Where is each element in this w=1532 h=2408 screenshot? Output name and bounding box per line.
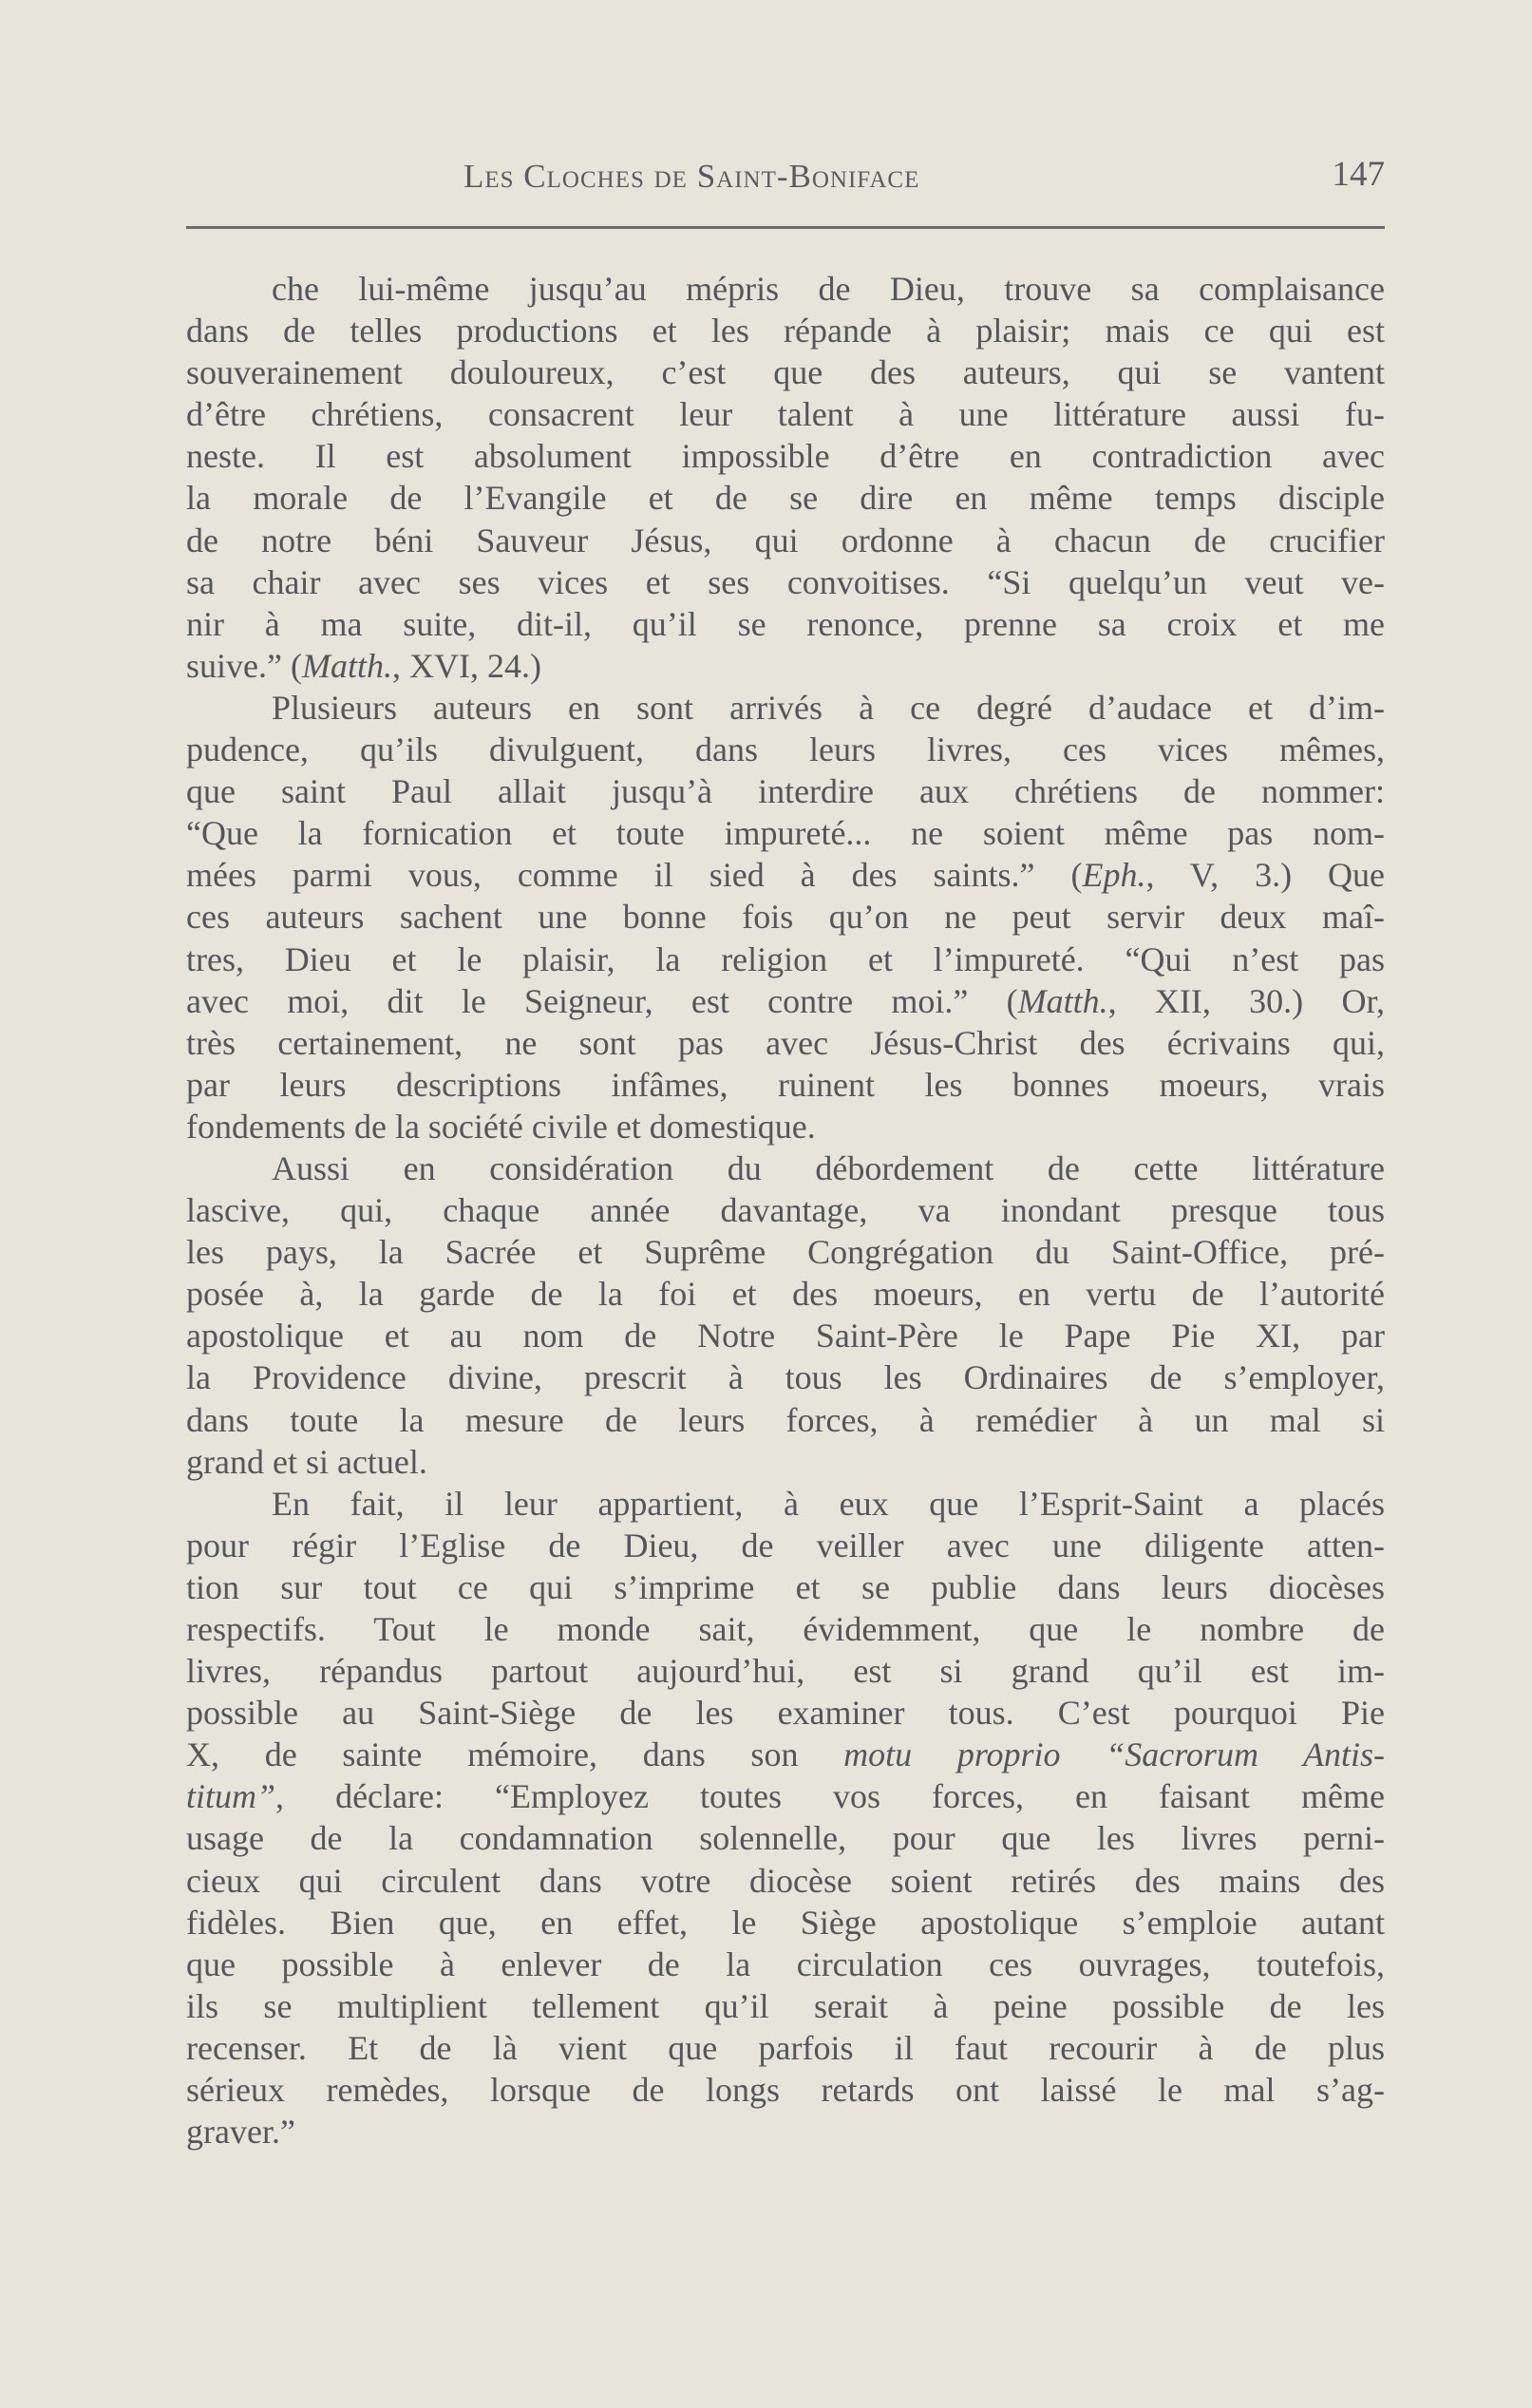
text-line: la morale de l’Evangile et de se dire en même temps disciple (186, 479, 1385, 518)
text-line: souverainement douloureux, c’est que des auteurs, qui se vantent (186, 353, 1385, 392)
text-line: recenser. Et de là vient que parfois il faut recourir à de plus (186, 2028, 1385, 2067)
text-run: , déclare: “Employez toutes vos forces, en faisant même (275, 1777, 1385, 1816)
text-line (186, 980, 1385, 1022)
text-run: avec moi, dit le Seigneur, est contre moi.” ( (186, 981, 1018, 1020)
text-line: livres, répandus partout aujourd’hui, est si grand qu’il est im- (186, 1652, 1385, 1691)
text-line: En fait, il leur appartient, à eux que l’Esprit-Saint a placés (272, 1484, 1385, 1523)
italic-citation: Eph. (1082, 856, 1146, 895)
text-line: sérieux remèdes, lorsque de longs retards ont laissé le mal s’ag- (186, 2071, 1385, 2110)
text-line: Aussi en considération du débordement de cette littérature (272, 1148, 1385, 1187)
text-line: tion sur tout ce qui s’imprime et se publie dans leurs diocèses (186, 1567, 1385, 1606)
text-run: mées parmi vous, comme il sied à des saints.” ( (186, 856, 1083, 895)
text-line: grand et si actuel. (186, 1442, 427, 1481)
text-line: d’être chrétiens, consacrent leur talent à une littérature aussi fu- (186, 395, 1385, 434)
text-line: respectifs. Tout le monde sait, évidemment, que le nombre de (186, 1610, 1385, 1648)
text-run: , XVI, 24.) (391, 646, 541, 685)
italic-citation: motu proprio “Sacrorum Antis- (843, 1735, 1385, 1774)
text-run: , V, 3.) Que (1145, 856, 1385, 895)
text-line: dans de telles productions et les répande à plaisir; mais ce qui est (186, 312, 1385, 351)
page-header (186, 142, 1385, 199)
text-line: que possible à enlever de la circulation ces ouvrages, toutefois, (186, 1944, 1385, 1983)
page-number: 147 (1332, 155, 1385, 194)
text-line: fondements de la société civile et domestique. (186, 1107, 816, 1146)
text-line (186, 854, 1385, 896)
text-line: nir à ma suite, dit-il, qu’il se renonce, prenne sa croix et me (186, 604, 1385, 643)
text-line: les pays, la Sacrée et Suprême Congrégation du Saint-Office, pré- (186, 1233, 1385, 1272)
text-line: ils se multiplient tellement qu’il serait à peine possible de les (186, 1986, 1385, 2025)
text-line: “Que la fornication et toute impureté... ne soient même pas nom- (186, 814, 1385, 853)
running-title: Les Cloches de Saint-Boniface (463, 158, 920, 195)
text-line: ces auteurs sachent une bonne fois qu’on ne peut servir deux maî- (186, 898, 1385, 937)
italic-citation: Matth. (1017, 981, 1108, 1020)
text-line (186, 1734, 1385, 1775)
text-line: sa chair avec ses vices et ses convoitises. “Si quelqu’un veut ve- (186, 562, 1385, 601)
text-line: la Providence divine, prescrit à tous les Ordinaires de s’employer, (186, 1358, 1385, 1397)
text-line: de notre béni Sauveur Jésus, qui ordonne à chacun de crucifier (186, 521, 1385, 559)
italic-citation: Matth. (301, 646, 392, 685)
text-line: que saint Paul allait jusqu’à interdire aux chrétiens de nommer: (186, 772, 1385, 811)
text-line: fidèles. Bien que, en effet, le Siège apostolique s’emploie autant (186, 1903, 1385, 1942)
text-line: très certainement, ne sont pas avec Jésus-Christ des écrivains qui, (186, 1023, 1385, 1062)
text-run: X, de sainte mémoire, dans son (186, 1735, 844, 1774)
text-line: tres, Dieu et le plaisir, la religion et l’impureté. “Qui n’est pas (186, 939, 1385, 978)
text-line: pour régir l’Eglise de Dieu, de veiller avec une diligente atten- (186, 1526, 1385, 1564)
text-line (186, 1775, 1385, 1817)
text-line: neste. Il est absolument impossible d’être en contradiction avec (186, 437, 1385, 476)
text-run: , XII, 30.) Or, (1107, 981, 1385, 1020)
text-line: graver.” (186, 2113, 295, 2152)
header-rule (186, 226, 1385, 229)
text-line: possible au Saint-Siège de les examiner tous. C’est pourquoi Pie (186, 1694, 1385, 1733)
text-run: suive.” ( (186, 646, 302, 685)
text-line: lascive, qui, chaque année davantage, va inondant presque tous (186, 1191, 1385, 1230)
text-line: usage de la condamnation solennelle, pour que les livres perni- (186, 1819, 1385, 1858)
text-line: pudence, qu’ils divulguent, dans leurs livres, ces vices mêmes, (186, 730, 1385, 769)
italic-citation: titum” (186, 1777, 276, 1816)
text-line: Plusieurs auteurs en sont arrivés à ce degré d’audace et d’im- (272, 688, 1385, 727)
text-line (186, 645, 1385, 687)
text-line: cieux qui circulent dans votre diocèse soient retirés des mains des (186, 1861, 1385, 1900)
text-line: posée à, la garde de la foi et des moeurs, en vertu de l’autorité (186, 1275, 1385, 1314)
text-line: che lui-même jusqu’au mépris de Dieu, trouve sa complaisance (272, 270, 1385, 308)
text-line: par leurs descriptions infâmes, ruinent les bonnes moeurs, vrais (186, 1065, 1385, 1104)
text-line: dans toute la mesure de leurs forces, à remédier à un mal si (186, 1400, 1385, 1439)
text-line: apostolique et au nom de Notre Saint-Père le Pape Pie XI, par (186, 1317, 1385, 1356)
body-text (186, 268, 1385, 2152)
